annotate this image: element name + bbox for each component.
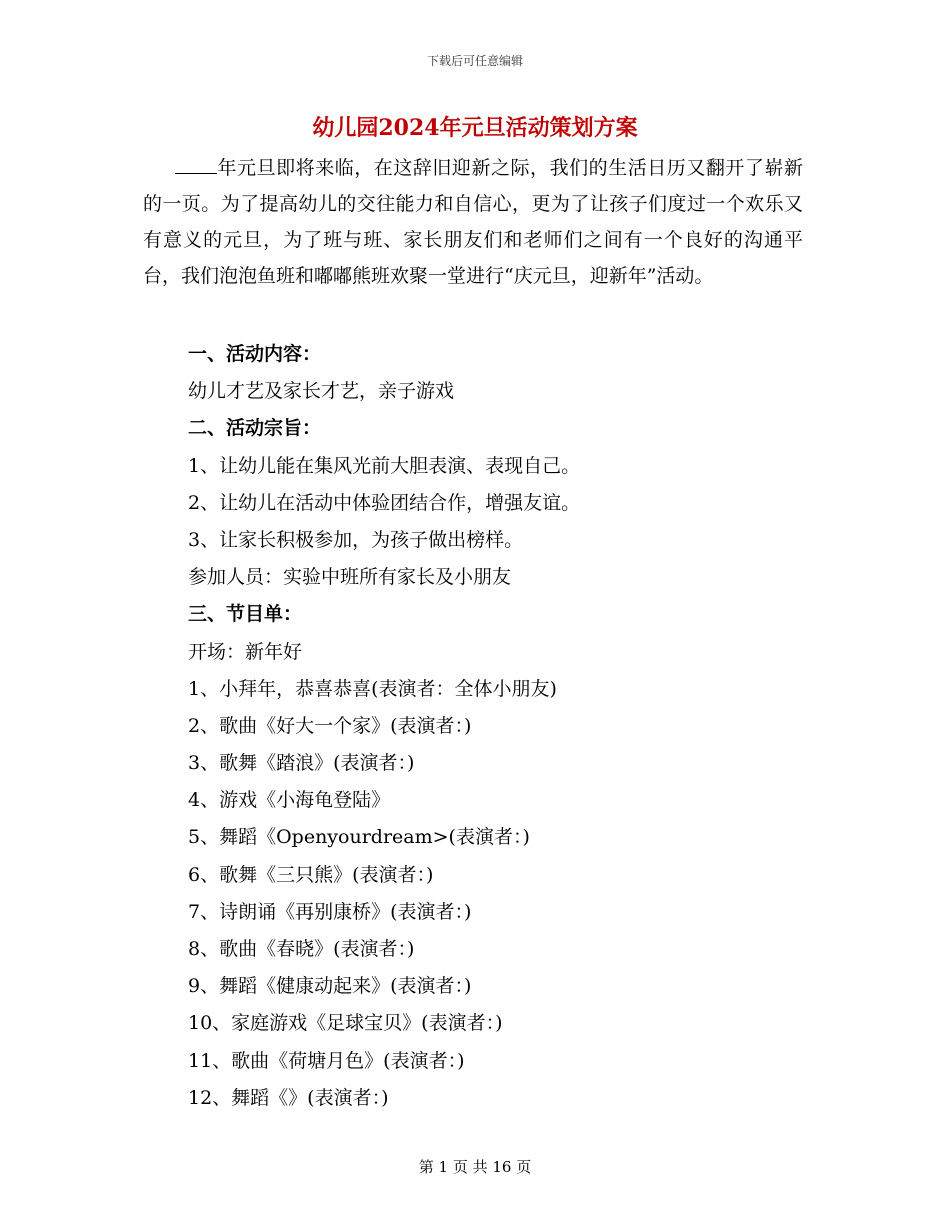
list-item: 4、游戏《小海龟登陆》 [188,789,391,812]
document-title: 幼儿园2024年元旦活动策划方案 [312,115,638,141]
list-item: 1、让幼儿能在集风光前大胆表演、表现自己。 [188,454,581,477]
section-heading: 三、节目单： [188,603,303,626]
list-item: 3、歌舞《踏浪》(表演者：) [188,752,415,775]
list-item: 2、让幼儿在活动中体验团结合作，增强友谊。 [188,491,581,514]
list-item: 参加人员：实验中班所有家长及小朋友 [188,566,512,589]
section-heading: 二、活动宗旨： [188,417,322,440]
intro-text: 年元旦即将来临，在这辞旧迎新之际，我们的生活日历又翻开了崭新的一页。为了提高幼儿的交往能力和自信心，更为了让孩子们度过一个欢乐又有意义的元旦，为了班与班、家长朋友们和老师们之间有一个良好的沟通平台，我们泡泡鱼班和嘟嘟熊班欢聚一堂进行“庆元旦，迎新年”活动。 [143,157,803,287]
list-item: 1、小拜年，恭喜恭喜(表演者：全体小朋友) [188,677,557,700]
section-heading: 一、活动内容： [188,343,322,365]
list-item: 开场：新年好 [188,640,303,663]
list-item: 7、诗朗诵《再别康桥》(表演者：) [188,900,472,923]
list-item: 8、歌曲《春晓》(表演者：) [188,938,415,960]
intro-paragraph [143,150,803,294]
content-list [188,336,808,1117]
list-item: 12、舞蹈《》(表演者：) [188,1086,389,1109]
year-blank [175,155,217,174]
list-item: 2、歌曲《好大一个家》(表演者：) [188,714,472,737]
page-number: 第 1 页 共 16 页 [418,1158,532,1176]
list-item: 10、家庭游戏《足球宝贝》(表演者：) [188,1012,503,1035]
list-item: 6、歌舞《三只熊》(表演者：) [188,863,434,886]
list-item: 3、让家长积极参加，为孩子做出榜样。 [188,528,524,551]
list-item: 5、舞蹈《Openyourdream>(表演者：) [188,826,530,849]
list-item: 11、歌曲《荷塘月色》(表演者：) [188,1049,465,1072]
page-header-note: 下载后可任意编辑 [426,54,523,68]
list-item: 幼儿才艺及家长才艺，亲子游戏 [188,380,455,403]
list-item: 9、舞蹈《健康动起来》(表演者：) [188,975,472,998]
